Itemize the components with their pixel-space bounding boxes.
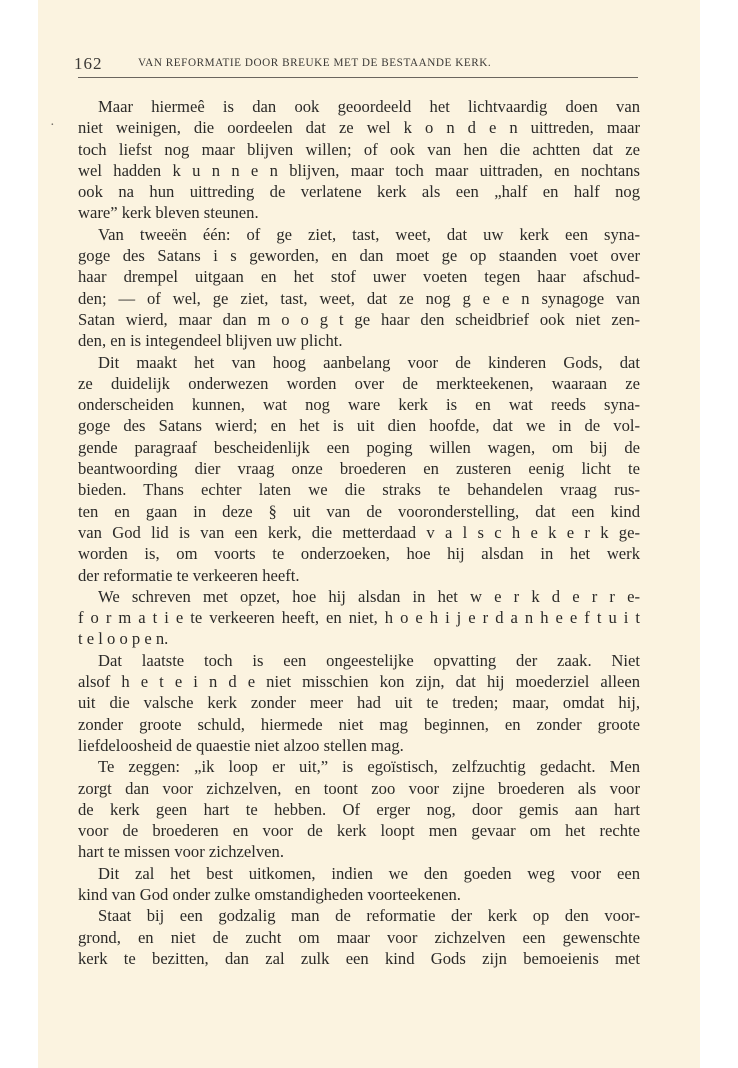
text-line: bieden. Thans echter laten we die straks te behandelen vraag rus- (78, 480, 640, 500)
text-line: den; — of wel, ge ziet, tast, weet, dat ze nog g e e n synagoge van (78, 288, 640, 308)
text-line: kerk te bezitten, dan zal zulk een kind Gods zijn bemoeienis met (78, 948, 640, 968)
body-text (78, 96, 640, 969)
stray-mark: · (50, 118, 55, 133)
text-line: uit die valsche kerk zonder meer had uit te treden; maar, omdat hij, (78, 693, 640, 713)
text-line: toch liefst nog maar blijven willen; of ook van hen die achtten dat ze (78, 139, 640, 159)
text-line: Maar hiermeê is dan ook geoordeeld het lichtvaardig doen van (98, 97, 640, 116)
text-line: worden is, om voorts te onderzoeken, hoe hij alsdan in het werk (78, 544, 640, 564)
text-line: van God lid is van een kerk, die metterdaad v a l s c h e k e r k ge- (78, 522, 640, 542)
text-line: onderscheiden kunnen, wat nog ware kerk is en wat reeds syna- (78, 395, 640, 415)
text-line: zorgt dan voor zichzelven, en toont zoo voor zijne broederen als voor (78, 778, 640, 798)
text-line: ze duidelijk onderwezen worden over de merkteekenen, waaraan ze (78, 373, 640, 393)
text-line: ook na hun uittreding de verlatene kerk als een „half en half nog (78, 182, 640, 202)
text-line: Dit zal het best uitkomen, indien we den goeden weg voor een (98, 863, 640, 883)
text-line: Dat laatste toch is een ongeestelijke opvatting der zaak. Niet (98, 650, 640, 670)
text-line: ten en gaan in deze § uit van de vooronderstelling, dat een kind (78, 501, 640, 521)
text-line: f o r m a t i e te verkeeren heeft, en niet, h o e h i j e r d a n h e e f t u i t (78, 608, 640, 628)
book-page (38, 0, 700, 1068)
paragraph (78, 586, 640, 650)
text-line: ware” kerk bleven steunen. (78, 203, 259, 223)
paragraph (78, 96, 640, 224)
text-line: wel hadden k u n n e n blijven, maar toch maar uittraden, en nochtans (78, 160, 640, 180)
text-line: der reformatie te verkeeren heeft. (78, 565, 300, 585)
text-line: beantwoording dier vraag onze broederen en zusteren eenig licht te (78, 459, 640, 479)
paragraph (78, 352, 640, 586)
header-rule (78, 77, 638, 78)
running-title: VAN REFORMATIE DOOR BREUKE MET DE BESTAANDE KERK. (138, 57, 492, 69)
text-line: Staat bij een godzalig man de reformatie der kerk op den voor- (98, 906, 640, 926)
text-line: hart te missen voor zichzelven. (78, 842, 284, 862)
paragraph (78, 650, 640, 756)
text-line: Satan wierd, maar dan m o o g t ge haar den scheidbrief ook niet zen- (78, 309, 640, 329)
paragraph (78, 224, 640, 352)
paragraph (78, 863, 640, 906)
text-line: goge des Satans i s geworden, en dan moet ge op staanden voet over (78, 246, 640, 266)
text-line: Van tweeën één: of ge ziet, tast, weet, dat uw kerk een syna- (98, 224, 640, 244)
text-line: Dit maakt het van hoog aanbelang voor de kinderen Gods, dat (98, 352, 640, 372)
text-line: de kerk geen hart te hebben. Of erger nog, door gemis aan hart (78, 799, 640, 819)
paragraph (78, 905, 640, 969)
page-number: 162 (74, 54, 103, 73)
text-line: gende paragraaf bescheidenlijk een poging willen wagen, om bij de (78, 437, 640, 457)
text-line: Te zeggen: „ik loop er uit,” is egoïstisch, zelfzuchtig gedacht. Men (98, 757, 640, 777)
text-line: We schreven met opzet, hoe hij alsdan in het w e r k d e r r e- (98, 586, 640, 606)
text-line: kind van God onder zulke omstandigheden voorteekenen. (78, 884, 461, 904)
text-line: t e l o o p e n. (78, 629, 169, 649)
paragraph (78, 756, 640, 862)
text-line: niet weinigen, die oordeelen dat ze wel k o n d e n uittreden, maar (78, 118, 640, 138)
text-line: voor de broederen en voor de kerk loopt men gevaar om het rechte (78, 821, 640, 841)
text-line: zonder groote schuld, hiermede niet mag beginnen, en zonder groote (78, 714, 640, 734)
text-line: den, en is integendeel blijven uw plicht. (78, 331, 343, 351)
text-line: haar drempel uitgaan en het stof uwer voeten tegen haar afschud- (78, 267, 640, 287)
text-line: goge des Satans wierd; en het is uit dien hoofde, dat we in de vol- (78, 416, 640, 436)
text-line: grond, en niet de zucht om maar voor zichzelven een gewenschte (78, 927, 640, 947)
running-head (74, 54, 634, 72)
text-line: alsof h e t e i n d e niet misschien kon zijn, dat hij moederziel alleen (78, 672, 640, 692)
text-line: liefdeloosheid de quaestie niet alzoo stellen mag. (78, 735, 404, 755)
